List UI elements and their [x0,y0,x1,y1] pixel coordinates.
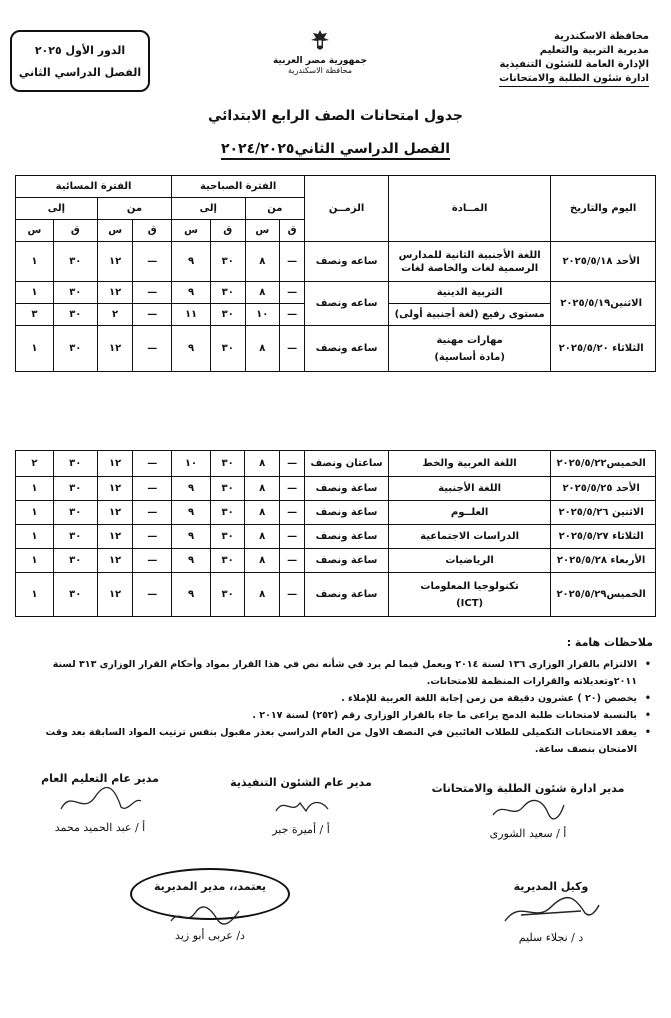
cell-value: — [280,304,305,326]
signature-students-affairs [423,782,633,840]
cell-value: ١ [16,549,54,573]
header-emblem [260,28,380,75]
cell-value: ١ [16,326,54,372]
cell-value: ٢ [97,304,133,326]
cell-value: ١ [16,242,54,282]
table-row [16,451,656,477]
header-subject: المــادة [388,176,550,242]
cell-value: ١٠ [245,304,280,326]
cell-day: الثلاثاء ٢٠٢٥/٥/٢٠ [551,326,656,372]
cell-value: — [280,282,305,304]
cell-value: ٩ [172,477,211,501]
cell-value: ٣٠ [53,573,97,617]
cell-day: الخميس٢٠٢٥/٥/٢٢ [551,451,656,477]
cell-value: ١٢ [97,477,133,501]
table-row [16,525,656,549]
header-line: مديرية التربية والتعليم [539,45,649,56]
cell-value: ١٠ [172,451,211,477]
cell-value: ١٢ [97,525,133,549]
table-row [16,477,656,501]
cell-value: ٣٠ [53,304,97,326]
cell-value: ٩ [172,242,211,282]
signature-name: أ / سعيد الشورى [489,827,567,840]
header-republic: جمهورية مصر العربية [272,56,368,66]
header-governorate: محافظة الاسكندرية [287,66,352,75]
signature-name: أ / عبد الحميد محمد [54,821,146,834]
cell-subject [388,573,550,617]
cell-value: ٣٠ [53,501,97,525]
header-to: إلى [172,198,245,220]
cell-value: — [133,525,172,549]
cell-value: ٣٠ [210,326,245,372]
cell-value: — [133,242,172,282]
signature-scribble-icon [501,895,601,927]
cell-value: — [133,573,172,617]
signature-name: د / نجلاء سليم [518,931,584,944]
cell-duration: ساعة ونصف [305,573,389,617]
cell-value: — [280,242,305,282]
session-box [10,30,150,92]
cell-duration: ساعة ونصف [305,477,389,501]
notes-title: ملاحظات هامة : [566,636,653,649]
signature-name: د/ عربى أبو زيد [175,929,245,942]
cell-subject: الدراسات الاجتماعية [388,525,550,549]
cell-duration: ساعه ونصف [305,326,389,372]
header-min: ق [210,220,245,242]
cell-duration: ساعة ونصف [305,549,389,573]
cell-value: — [280,326,305,372]
cell-value: ٣٠ [210,501,245,525]
cell-value: — [280,477,305,501]
cell-subject: مستوى رفيع (لغة أجنبية أولى) [388,304,550,326]
cell-value: ١٢ [97,573,133,617]
cell-value: ٨ [245,326,280,372]
cell-value: ٣٠ [210,525,245,549]
cell-value: ٩ [172,282,211,304]
cell-value: ٨ [245,451,280,477]
cell-value: ٨ [245,549,280,573]
page-title: جدول امتحانات الصف الرابع الابتدائي [207,108,464,124]
signature-title: مدير عام التعليم العام [41,772,159,785]
header-duration: الزمــن [305,176,389,242]
cell-value: — [133,282,172,304]
schedule-table-2 [15,450,656,617]
header-day: اليوم والتاريخ [551,176,656,242]
cell-subject: العلــوم [388,501,550,525]
cell-duration: ساعة ونصف [305,501,389,525]
signature-scribble-icon [488,797,568,823]
list-item: • الالتزام بالقرار الوزارى ١٣٦ لسنة ٢٠١٤ ويعمل فيما لم يرد في شأنه نص في هذا القرار بمواد وأحكام القرار الوزارى ٣١٣ لسنة ٢٠١١وتعديلاته والقرارات المنظمة للامتحانات. [52,659,651,687]
cell-value: ١٢ [97,549,133,573]
signature-name: أ / أميرة جبر [272,823,330,836]
cell-value: ٩ [172,549,211,573]
header-min: ق [53,220,97,242]
header-hour: س [245,220,280,242]
header-line: الإدارة العامة للشئون التنفيذية [499,59,649,70]
cell-value: ١٢ [97,501,133,525]
cell-duration: ساعه ونصف [305,282,389,326]
list-item: • يخصص (٢٠ ) عشرون دقيقة من زمن إجابة اللغة العربية للإملاء . [341,693,651,704]
cell-subject: التربية الدينية [388,282,550,304]
cell-day: الأحد ٢٠٢٥/٥/١٨ [551,242,656,282]
header-from: من [97,198,171,220]
signature-scribble-icon [266,791,336,819]
schedule-table-1 [15,175,656,372]
cell-value: ١ [16,477,54,501]
cell-value: ٣٠ [53,282,97,304]
cell-subject: اللغة الأجنبية [388,477,550,501]
cell-day: الاثنين ٢٠٢٥/٥/٢٦ [551,501,656,525]
cell-value: ٣ [16,304,54,326]
cell-value: ٣٠ [53,242,97,282]
header-hour: س [97,220,133,242]
cell-value: ٣٠ [53,326,97,372]
cell-subject [388,326,550,372]
signature-deputy [471,880,631,944]
session-semester: الفصل الدراسي الثاني [18,66,142,79]
cell-value: ٣٠ [210,451,245,477]
session-round: الدور الأول ٢٠٢٥ [34,44,126,57]
cell-subject: الرياضيات [388,549,550,573]
cell-subject: اللغة الأجنبية الثانية للمدارس الرسمية لغات والخاصة لغات [388,242,550,282]
header-hour: س [16,220,54,242]
list-item: • بالنسبة لامتحانات طلبة الدمج يراعى ما جاء بالقرار الوزارى رقم (٢٥٢) لسنة ٢٠١٧ . [252,710,651,721]
cell-value: ٣٠ [53,451,97,477]
cell-value: — [133,451,172,477]
signature-general-education [10,772,190,834]
cell-value: ٣٠ [210,549,245,573]
cell-value: ٨ [245,477,280,501]
cell-value: — [280,549,305,573]
cell-duration: ساعتان ونصف [305,451,389,477]
cell-value: — [280,573,305,617]
list-item: • يعقد الامتحانات التكميلى للطلاب الغائبين في النصف الاول من العام الدراسي بعذر مقبول بنفس ترتيب المواد السابقة بعد وقت الامتحان بنصف ساعة. [45,727,651,755]
header-directorate [449,30,649,87]
cell-value: ١ [16,573,54,617]
signature-scribble-icon [165,905,245,927]
header-evening: الفترة المسائية [16,176,172,198]
cell-value: ٨ [245,242,280,282]
cell-value: — [280,525,305,549]
cell-value: ٣٠ [210,477,245,501]
cell-subject: اللغة العربية والخط [388,451,550,477]
signature-directorate-head [130,925,290,942]
cell-value: ١ [16,525,54,549]
signature-title: مدير ادارة شئون الطلبة والامتحانات [431,782,625,795]
header-line: ادارة شئون الطلبة والامتحانات [499,72,649,87]
cell-value: ٩ [172,326,211,372]
cell-day: الأربعاء ٢٠٢٥/٥/٢٨ [551,549,656,573]
cell-value: ١٢ [97,326,133,372]
cell-duration: ساعة ونصف [305,525,389,549]
subject-line: تكنولوجيا المعلومات [420,580,519,592]
cell-value: ١١ [172,304,211,326]
header-min: ق [280,220,305,242]
cell-value: ١ [16,282,54,304]
table-row [16,326,656,372]
approval-title: يعتمد،، مدير المديرية [153,880,267,893]
page-subtitle: الفصل الدراسي الثاني٢٠٢٤/٢٠٢٥ [0,141,671,157]
header-line: محافظة الاسكندرية [554,31,649,42]
cell-value: — [133,549,172,573]
cell-value: ١ [16,501,54,525]
cell-duration: ساعه ونصف [305,242,389,282]
cell-day: الخميس٢٠٢٥/٥/٢٩ [551,573,656,617]
header-min: ق [133,220,172,242]
cell-value: ٩ [172,525,211,549]
subject-note: (مادة أساسية) [434,351,505,363]
cell-value: — [280,501,305,525]
cell-value: ٩ [172,573,211,617]
cell-value: ٣٠ [210,573,245,617]
header-morning: الفترة الصباحية [172,176,305,198]
cell-value: ١٢ [97,242,133,282]
signature-executive-affairs [221,776,381,836]
cell-value: ٣٠ [53,477,97,501]
signature-title: مدير عام الشئون التنفيذية [230,776,372,789]
cell-value: — [280,451,305,477]
cell-value: ٨ [245,573,280,617]
signature-title: وكيل المديرية [513,880,589,893]
cell-value: ٣٠ [210,304,245,326]
cell-value: ٣٠ [53,549,97,573]
subject-note: (ICT) [456,597,484,609]
table-row [16,282,656,304]
table-row [16,549,656,573]
header-from: من [245,198,305,220]
table-row [16,573,656,617]
table-row [16,501,656,525]
cell-value: ٨ [245,282,280,304]
cell-value: — [133,501,172,525]
cell-value: ٣٠ [210,242,245,282]
cell-value: ٩ [172,501,211,525]
cell-value: ٨ [245,501,280,525]
cell-value: ٣٠ [53,525,97,549]
eagle-emblem-icon [307,28,333,52]
cell-value: — [133,477,172,501]
cell-day: الثلاثاء ٢٠٢٥/٥/٢٧ [551,525,656,549]
cell-value: ٣٠ [210,282,245,304]
cell-day: الأحد ٢٠٢٥/٥/٢٥ [551,477,656,501]
notes-list [21,656,651,758]
table-row [16,242,656,282]
cell-value: ١٢ [97,451,133,477]
signature-scribble-icon [55,787,145,817]
header-hour: س [172,220,211,242]
cell-value: ٢ [16,451,54,477]
cell-value: ٨ [245,525,280,549]
cell-day: الاثنين٢٠٢٥/٥/١٩ [551,282,656,326]
header-to: إلى [16,198,98,220]
cell-value: ١٢ [97,282,133,304]
cell-value: — [133,326,172,372]
subject-line: مهارات مهنية [436,334,503,346]
cell-value: — [133,304,172,326]
